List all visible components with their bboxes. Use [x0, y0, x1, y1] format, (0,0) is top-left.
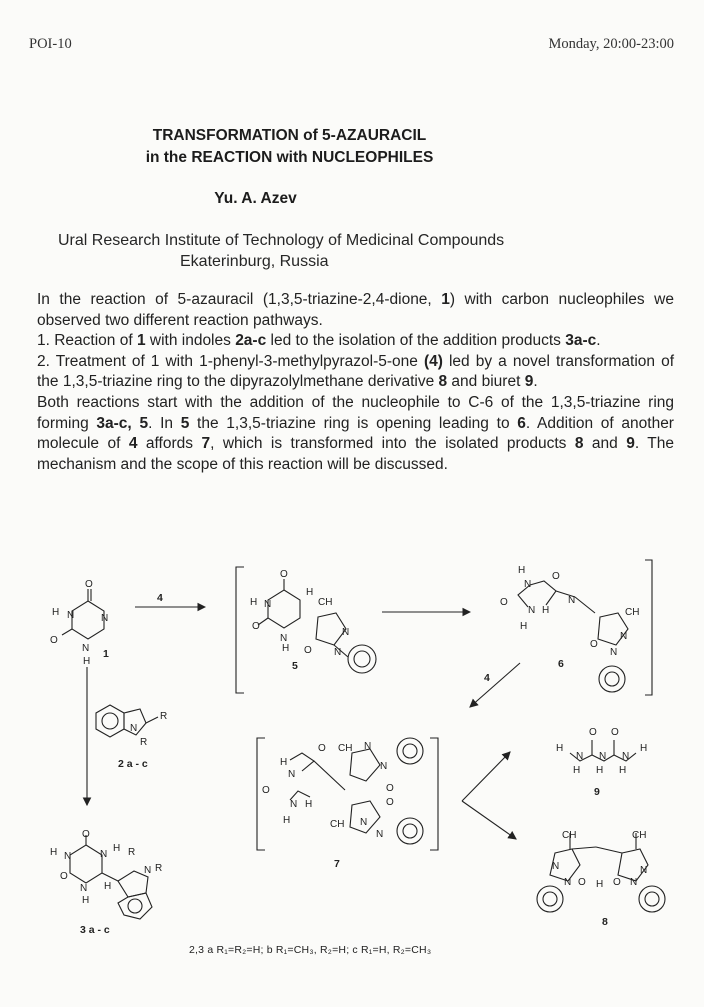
- svg-text:H: H: [283, 815, 291, 826]
- svg-text:H: H: [520, 621, 528, 632]
- svg-text:O: O: [50, 635, 58, 646]
- label-reagent-4-right: 4: [484, 672, 490, 684]
- svg-text:O: O: [613, 877, 621, 888]
- svg-text:N: N: [622, 751, 630, 762]
- svg-text:H: H: [305, 799, 313, 810]
- title-line-2: in the REACTION with NUCLEOPHILES: [145, 149, 434, 166]
- compound-2-structure: [96, 705, 158, 737]
- abstract-paragraph-4: Both reactions start with the addition of the nucleophile to C-6 of the 1,3,5-triazine ring forming 3a-c, 5. In 5 the 1,3,5-triazine ring is opening leading to 6. Addition of another molecule of 4 affords 7, which is transformed into the isolated products 8 and 9. The mechanism and the scope of this reaction will be discussed.: [37, 393, 675, 473]
- svg-text:H: H: [113, 843, 121, 854]
- affiliation: [58, 230, 504, 272]
- svg-text:CH: CH: [632, 830, 647, 841]
- svg-text:N: N: [144, 865, 152, 876]
- svg-text:N: N: [290, 799, 298, 810]
- svg-text:N: N: [360, 817, 368, 828]
- abstract-paragraph-2: 1. Reaction of 1 with indoles 2a-c led to the isolation of the addition products 3a-c.: [37, 332, 601, 350]
- compound-7-structure: [257, 738, 438, 850]
- svg-text:O: O: [280, 569, 288, 580]
- svg-text:N: N: [376, 829, 384, 840]
- svg-text:N: N: [620, 631, 628, 642]
- svg-text:H: H: [596, 879, 604, 890]
- svg-text:N: N: [80, 883, 88, 894]
- svg-text:O: O: [60, 871, 68, 882]
- substituent-footnote: 2,3 a R₁=R₂=H; b R₁=CH₃, R₂=H; c R₁=H, R₂=CH₃: [189, 944, 432, 956]
- label-reagent-4-top: 4: [157, 592, 163, 604]
- svg-text:O: O: [386, 797, 394, 808]
- svg-text:H: H: [640, 743, 648, 754]
- label-compound-5: 5: [292, 660, 298, 672]
- svg-text:N: N: [64, 851, 72, 862]
- label-compound-7: 7: [334, 858, 340, 870]
- title-line-1: TRANSFORMATION of 5-AZAURACIL: [152, 127, 427, 144]
- abstract: [37, 290, 674, 475]
- svg-text:O: O: [500, 597, 508, 608]
- svg-text:H: H: [518, 565, 526, 576]
- svg-text:N: N: [640, 865, 648, 876]
- svg-text:N: N: [630, 877, 638, 888]
- svg-text:CH: CH: [338, 743, 353, 754]
- svg-text:H: H: [250, 597, 258, 608]
- svg-text:H: H: [542, 605, 550, 616]
- label-compound-3: 3 a - c: [80, 924, 110, 936]
- svg-text:CH: CH: [330, 819, 345, 830]
- session-time: Monday, 20:00-23:00: [548, 36, 674, 52]
- svg-text:H: H: [306, 587, 314, 598]
- abstract-paragraph-3: 2. Treatment of 1 with 1-phenyl-3-methylpyrazol-5-one (4) led by a novel transformation of the 1,3,5-triazine ring to the dipyrazolylmethane derivative 8 and biuret 9.: [37, 352, 674, 391]
- svg-text:H: H: [556, 743, 564, 754]
- svg-text:H: H: [280, 757, 288, 768]
- svg-text:R: R: [140, 737, 148, 748]
- svg-text:R: R: [155, 863, 163, 874]
- svg-text:N: N: [568, 595, 576, 606]
- svg-text:O: O: [590, 639, 598, 650]
- svg-text:O: O: [82, 829, 90, 840]
- svg-text:O: O: [589, 727, 597, 738]
- svg-text:R: R: [128, 847, 136, 858]
- paper-title: [0, 125, 579, 169]
- svg-text:O: O: [85, 579, 93, 590]
- svg-text:N: N: [528, 605, 536, 616]
- svg-text:O: O: [386, 783, 394, 794]
- svg-text:O: O: [611, 727, 619, 738]
- svg-text:H: H: [82, 895, 90, 906]
- svg-text:N: N: [524, 579, 532, 590]
- institute: Ural Research Institute of Technology of Medicinal Compounds: [58, 232, 505, 249]
- compound-6-structure: [518, 560, 652, 695]
- svg-text:O: O: [262, 785, 270, 796]
- svg-text:N: N: [599, 751, 607, 762]
- svg-text:CH: CH: [318, 597, 333, 608]
- arrow-7-to-9: [462, 752, 510, 801]
- svg-text:N: N: [610, 647, 618, 658]
- svg-text:N: N: [552, 861, 560, 872]
- svg-text:O: O: [578, 877, 586, 888]
- session-code: POI-10: [29, 36, 72, 52]
- compound-3-structure: [70, 835, 152, 919]
- author: Yu. A. Azev: [214, 190, 297, 207]
- svg-text:N: N: [564, 877, 572, 888]
- svg-text:CH: CH: [562, 830, 577, 841]
- svg-text:H: H: [50, 847, 58, 858]
- abstract-paragraph-1: In the reaction of 5-azauracil (1,3,5-triazine-2,4-dione, 1) with carbon nucleophiles we observed two different reaction pathways.: [37, 291, 674, 329]
- svg-text:N: N: [280, 633, 288, 644]
- svg-text:R: R: [160, 711, 168, 722]
- svg-text:N: N: [101, 613, 109, 624]
- svg-text:O: O: [318, 743, 326, 754]
- svg-text:N: N: [576, 751, 584, 762]
- svg-text:O: O: [304, 645, 312, 656]
- label-compound-1: 1: [103, 648, 109, 660]
- svg-text:N: N: [264, 599, 272, 610]
- reaction-scheme: [0, 555, 704, 1007]
- label-compound-2: 2 a - c: [118, 758, 148, 770]
- svg-text:H: H: [104, 881, 112, 892]
- svg-text:N: N: [82, 643, 90, 654]
- svg-text:O: O: [252, 621, 260, 632]
- svg-text:H: H: [52, 607, 60, 618]
- label-compound-6: 6: [558, 658, 564, 670]
- svg-text:N: N: [334, 647, 342, 658]
- svg-text:H: H: [619, 765, 627, 776]
- svg-text:H: H: [573, 765, 581, 776]
- svg-text:N: N: [100, 849, 108, 860]
- svg-text:H: H: [83, 656, 91, 667]
- svg-text:O: O: [552, 571, 560, 582]
- arrow-6-to-7: [470, 663, 520, 707]
- svg-text:N: N: [130, 723, 138, 734]
- svg-text:H: H: [596, 765, 604, 776]
- svg-text:N: N: [342, 627, 350, 638]
- label-compound-8: 8: [602, 916, 608, 928]
- svg-text:N: N: [364, 741, 372, 752]
- city: Ekaterinburg, Russia: [180, 253, 329, 270]
- label-compound-9: 9: [594, 786, 600, 798]
- arrow-7-to-8: [462, 801, 516, 839]
- svg-text:CH: CH: [625, 607, 640, 618]
- svg-text:N: N: [380, 761, 388, 772]
- svg-text:N: N: [288, 769, 296, 780]
- svg-text:N: N: [67, 610, 75, 621]
- svg-text:H: H: [282, 643, 290, 654]
